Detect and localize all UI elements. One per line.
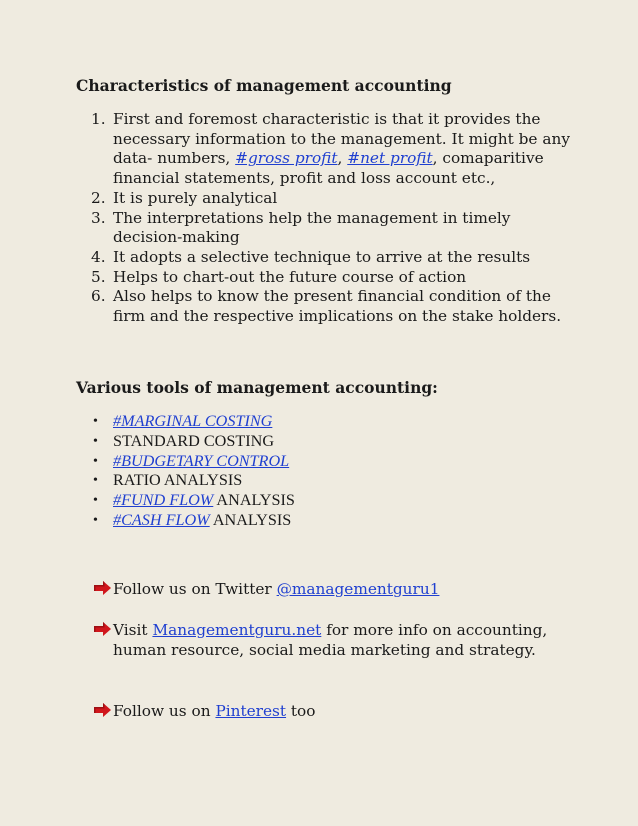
arrow-right-icon xyxy=(94,622,111,636)
gross-profit-link[interactable]: #gross profit xyxy=(235,149,338,168)
visit-prefix: Visit xyxy=(113,621,153,639)
twitter-line xyxy=(94,579,564,599)
item-number: 3. xyxy=(91,208,106,227)
list-item xyxy=(93,432,295,452)
bullet-icon: • xyxy=(93,493,98,509)
twitter-handle-link[interactable]: @managementguru1 xyxy=(276,580,440,598)
list-item xyxy=(93,471,295,491)
twitter-prefix: Follow us on Twitter xyxy=(113,580,277,598)
item-number: 5. xyxy=(91,267,106,286)
list-item xyxy=(91,188,573,209)
bullet-icon: • xyxy=(93,512,98,528)
follow-text xyxy=(94,701,564,721)
item-number: 4. xyxy=(91,247,106,266)
budgetary-control-link[interactable]: #BUDGETARY CONTROL xyxy=(113,451,290,470)
net-profit-link[interactable]: #net profit xyxy=(347,149,433,168)
bullet-icon: • xyxy=(93,433,98,449)
pinterest-line xyxy=(94,701,564,721)
list-item xyxy=(93,491,295,511)
item-text: STANDARD COSTING xyxy=(113,431,275,450)
characteristics-list xyxy=(91,110,573,327)
item-number: 2. xyxy=(91,188,106,207)
item-text: Helps to chart-out the future course of action xyxy=(113,267,467,286)
item-text: It adopts a selective technique to arrive at the results xyxy=(113,247,531,266)
arrow-right-icon xyxy=(94,581,111,595)
list-item xyxy=(93,452,295,472)
list-item xyxy=(91,287,573,326)
list-item xyxy=(91,208,573,248)
item-separator: , xyxy=(337,149,348,168)
bullet-icon: • xyxy=(93,473,98,489)
visit-suffix: for more info on accounting, human resource, social media marketing and strategy. xyxy=(113,621,548,659)
pinterest-suffix: too xyxy=(286,702,316,720)
item-text: Also helps to know the present financial condition of the firm and the respective implications on the stake holders. xyxy=(113,287,562,326)
item-number: 6. xyxy=(91,287,106,306)
item-text: RATIO ANALYSIS xyxy=(113,471,243,490)
characteristics-heading: Characteristics of management accounting xyxy=(76,76,452,95)
marginal-costing-link[interactable]: #MARGINAL COSTING xyxy=(113,412,273,430)
pinterest-link[interactable]: Pinterest xyxy=(215,702,287,720)
item-text: The interpretations help the management in timely decision-making xyxy=(113,208,511,247)
follow-text xyxy=(94,579,564,599)
list-item xyxy=(91,110,573,189)
item-text: ANALYSIS xyxy=(213,491,295,510)
item-text: ANALYSIS xyxy=(209,510,292,529)
fund-flow-link[interactable]: #FUND FLOW xyxy=(113,491,214,510)
list-item xyxy=(91,267,573,288)
item-text-end: , comaparitive financial statements, profit and loss account etc., xyxy=(113,149,544,188)
item-text: It is purely analytical xyxy=(113,188,278,207)
tools-heading: Various tools of management accounting: xyxy=(76,378,438,397)
managementguru-link[interactable]: Managementguru.net xyxy=(152,621,322,639)
item-text: First and foremost characteristic is that it provides the necessary information to the management. It might be any data- numbers, xyxy=(113,110,570,168)
bullet-icon: • xyxy=(93,453,98,469)
item-number: 1. xyxy=(91,110,106,128)
list-item xyxy=(93,511,295,531)
arrow-right-icon xyxy=(94,703,111,717)
list-item xyxy=(91,247,573,268)
bullet-icon: • xyxy=(93,414,98,429)
tools-list xyxy=(93,412,295,531)
pinterest-prefix: Follow us on xyxy=(113,702,216,720)
cash-flow-link[interactable]: #CASH FLOW xyxy=(113,510,210,529)
follow-text xyxy=(94,620,564,660)
list-item xyxy=(93,412,295,432)
visit-line xyxy=(94,620,564,660)
